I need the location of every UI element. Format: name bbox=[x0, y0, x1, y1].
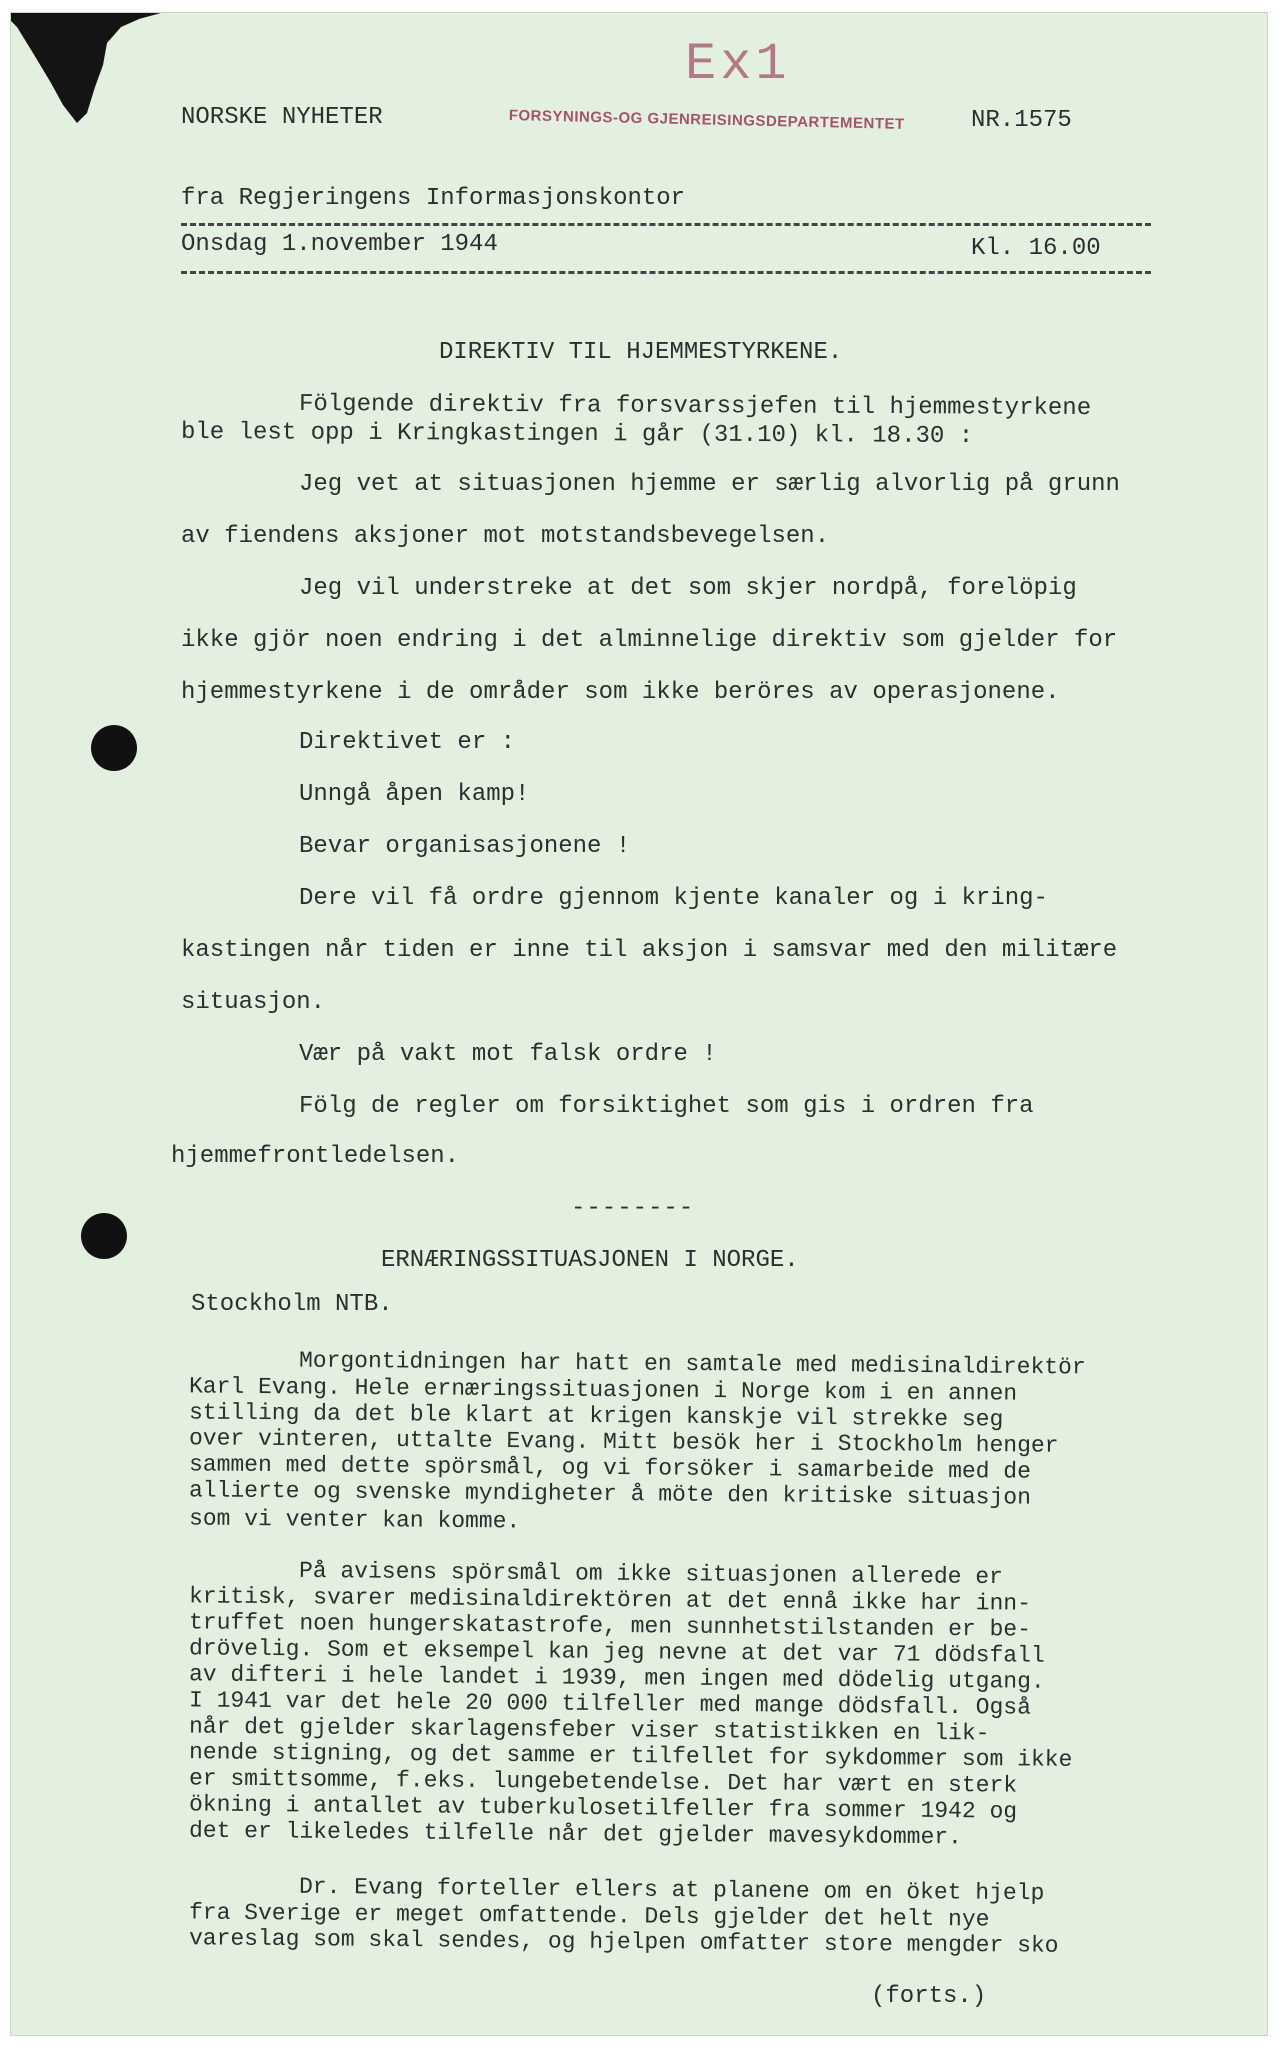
s1-line: Bevar organisasjonene ! bbox=[299, 833, 631, 860]
s2-line: I 1941 var det hele 20 000 tilfeller med mange dödsfall. Også bbox=[188, 1687, 1032, 1721]
s1-line: hjemmestyrkene i de områder som ikke beröres av operasjonene. bbox=[181, 679, 1060, 706]
s1-line: ikke gjör noen endring i det alminnelige direktiv som gjelder for bbox=[181, 627, 1118, 654]
s1-line: Jeg vet at situasjonen hjemme er særlig alvorlig på grunn bbox=[299, 471, 1120, 498]
s2-line: som vi venter kan komme. bbox=[188, 1505, 521, 1535]
time-line: Kl. 16.00 bbox=[971, 235, 1101, 262]
s1-line: av fiendens aksjoner mot motstandsbevegelsen. bbox=[181, 523, 830, 550]
s2-line: nende stigning, og det samme er tilfellet for sykdommer som ikke bbox=[188, 1739, 1073, 1773]
divider-bottom bbox=[181, 271, 1151, 274]
s1-line: Fölg de regler om forsiktighet som gis i ordren fra bbox=[299, 1093, 1034, 1120]
s2-line: truffet noen hungerskatastrofe, men sunnhetstilstanden er be- bbox=[188, 1609, 1032, 1643]
section-separator: -------- bbox=[571, 1195, 695, 1222]
s2-line: av difteri i hele landet i 1939, men ingen med dödelig utgang. bbox=[188, 1661, 1045, 1695]
s2-line: sammen med dette spörsmål, og vi forsöker i samarbeide med de bbox=[188, 1451, 1032, 1485]
exhibit-stamp: Ex1 bbox=[685, 35, 791, 94]
s1-line: Unngå åpen kamp! bbox=[299, 781, 530, 808]
section2-title: ERNÆRINGSSITUASJONEN I NORGE. bbox=[381, 1247, 799, 1274]
s2-line: over vinteren, uttalte Evang. Mitt besök her i Stockholm henger bbox=[188, 1425, 1059, 1459]
section1-title: DIREKTIV TIL HJEMMESTYRKENE. bbox=[439, 339, 843, 366]
s2-line: kritisk, svarer medisinaldirektören at det ennå ikke har inn- bbox=[188, 1583, 1032, 1617]
s2-line: det er likeledes tilfelle når det gjelder mavesykdommer. bbox=[188, 1817, 963, 1851]
document-page bbox=[10, 12, 1268, 2036]
s2-line: allierte og svenske myndigheter å möte den kritiske situasjon bbox=[188, 1477, 1032, 1511]
s2-line: Morgontidningen har hatt en samtale med medisinaldirektör bbox=[298, 1347, 1086, 1381]
date-line: Onsdag 1.november 1944 bbox=[181, 231, 498, 258]
s1-line: situasjon. bbox=[181, 989, 326, 1016]
s1-line: Dere vil få ordre gjennom kjente kanaler og i kring- bbox=[299, 885, 1048, 912]
s2-line: fra Sverige er meget omfattende. Dels gjelder det helt nye bbox=[188, 1899, 990, 1933]
s2-line: når det gjelder skarlagensfeber viser statistikken en lik- bbox=[188, 1713, 990, 1747]
s1-line: Jeg vil understreke at det som skjer nordpå, forelöpig bbox=[299, 575, 1077, 602]
bulletin-number: NR.1575 bbox=[971, 107, 1072, 134]
s1-line: kastingen når tiden er inne til aksjon i samsvar med den militære bbox=[181, 937, 1118, 964]
dateline: Stockholm NTB. bbox=[191, 1291, 393, 1318]
punch-hole-top bbox=[91, 725, 137, 771]
department-stamp: FORSYNINGS-OG GJENREISINGSDEPARTEMENTET bbox=[508, 107, 905, 133]
s1-line: Fölgende direktiv fra forsvarssjefen til hjemmestyrkene bbox=[298, 390, 1092, 423]
s2-line: vareslag som skal sendes, og hjelpen omfatter store mengder sko bbox=[188, 1925, 1059, 1959]
source-line: fra Regjeringens Informasjonskontor bbox=[181, 185, 686, 212]
s1-line: Direktivet er : bbox=[299, 729, 516, 756]
header-left: NORSKE NYHETER bbox=[181, 104, 383, 131]
s2-line: På avisens spörsmål om ikke situasjonen allerede er bbox=[298, 1557, 1004, 1591]
s1-line: hjemmefrontledelsen. bbox=[171, 1143, 460, 1170]
continued-note: (forts.) bbox=[871, 1983, 987, 2010]
s2-line: Dr. Evang forteller ellers at planene om en öket hjelp bbox=[298, 1873, 1045, 1907]
s1-line: ble lest opp i Kringkastingen i går (31.10) kl. 18.30 : bbox=[180, 418, 974, 451]
s2-line: Karl Evang. Hele ernæringssituasjonen i Norge kom i en annen bbox=[188, 1373, 1018, 1407]
torn-corner bbox=[11, 13, 161, 123]
s2-line: er smittsomme, f.eks. lungebetendelse. Det har vært en sterk bbox=[188, 1765, 1018, 1799]
divider-top bbox=[181, 223, 1151, 226]
s2-line: drövelig. Som et eksempel kan jeg nevne at det var 71 dödsfall bbox=[188, 1635, 1045, 1669]
punch-hole-bottom bbox=[81, 1213, 127, 1259]
s2-line: ökning i antallet av tuberkulosetilfeller fra sommer 1942 og bbox=[188, 1791, 1018, 1825]
s2-line: stilling da det ble klart at krigen kanskje vil strekke seg bbox=[188, 1399, 1004, 1433]
s1-line: Vær på vakt mot falsk ordre ! bbox=[299, 1041, 717, 1068]
